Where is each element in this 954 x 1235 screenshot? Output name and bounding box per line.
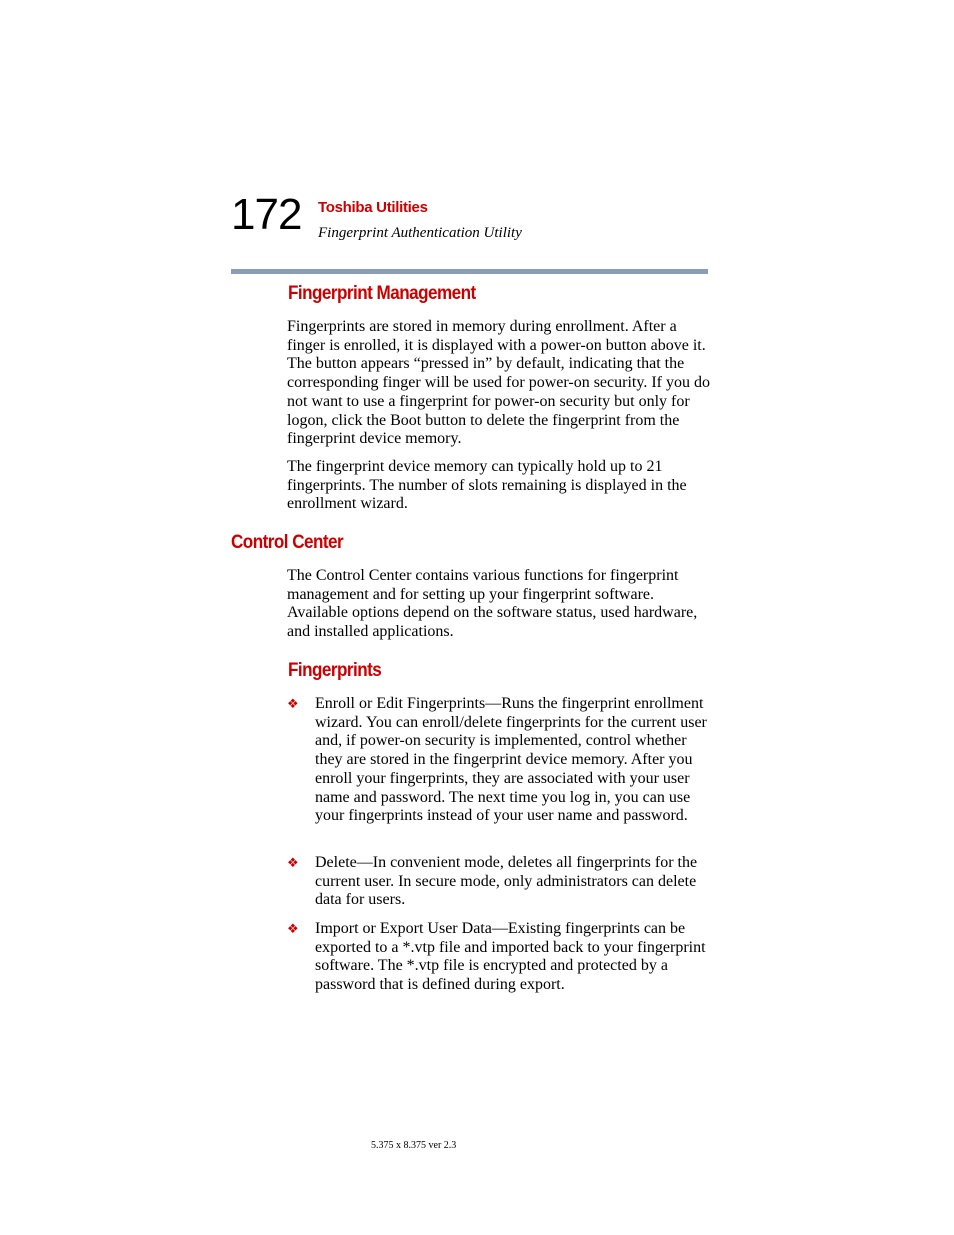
footer-version: 5.375 x 8.375 ver 2.3 <box>371 1140 457 1151</box>
header-divider <box>231 269 708 274</box>
bullet-item-import-export <box>287 920 711 995</box>
page-number: 172 <box>231 190 302 239</box>
section-subtitle: Fingerprint Authentication Utility <box>318 225 522 241</box>
bullet-text: Enroll or Edit Fingerprints—Runs the fingerprint enrollment wizard. You can enroll/delete fingerprints for the current user and, if power-on security is implemented, control whether they are stored in the fingerprint device memory. After you enroll your fingerprints, they are associated with your user name and password. The next time you log in, you can use your fingerprints instead of your user name and password. <box>315 695 707 825</box>
fingerprints-heading: Fingerprints <box>288 660 382 681</box>
bullet-diamond-icon: ❖ <box>287 697 299 712</box>
fingerprint-management-paragraph-1: Fingerprints are stored in memory during enrollment. After a finger is enrolled, it is displayed with a power-on button above it. The button appears “pressed in” by default, indicating that the corresponding finger will be used for power-on security. If you do not want to use a fingerprint for power-on security but only for logon, click the Boot button to delete the fingerprint from the fingerprint device memory. <box>287 318 710 448</box>
bullet-diamond-icon: ❖ <box>287 856 299 871</box>
bullet-text: Delete—In convenient mode, deletes all fingerprints for the current user. In secure mode, only administrators can delete data for users. <box>315 854 698 909</box>
bullet-item-delete <box>287 854 711 910</box>
control-center-heading: Control Center <box>231 532 344 553</box>
bullet-diamond-icon: ❖ <box>287 922 299 937</box>
bullet-item-enroll <box>287 695 711 826</box>
control-center-paragraph: The Control Center contains various functions for fingerprint management and for setting up your fingerprint software. Available options depend on the software status, used hardware, and installed applications. <box>287 567 698 641</box>
fingerprint-management-paragraph-2: The fingerprint device memory can typically hold up to 21 fingerprints. The number of slots remaining is displayed in the enrollment wizard. <box>287 458 687 513</box>
fingerprint-management-heading: Fingerprint Management <box>288 283 476 304</box>
chapter-title: Toshiba Utilities <box>318 199 428 216</box>
bullet-text: Import or Export User Data—Existing fingerprints can be exported to a *.vtp file and imported back to your fingerprint software. The *.vtp file is encrypted and protected by a password that is defined during export. <box>315 920 706 994</box>
